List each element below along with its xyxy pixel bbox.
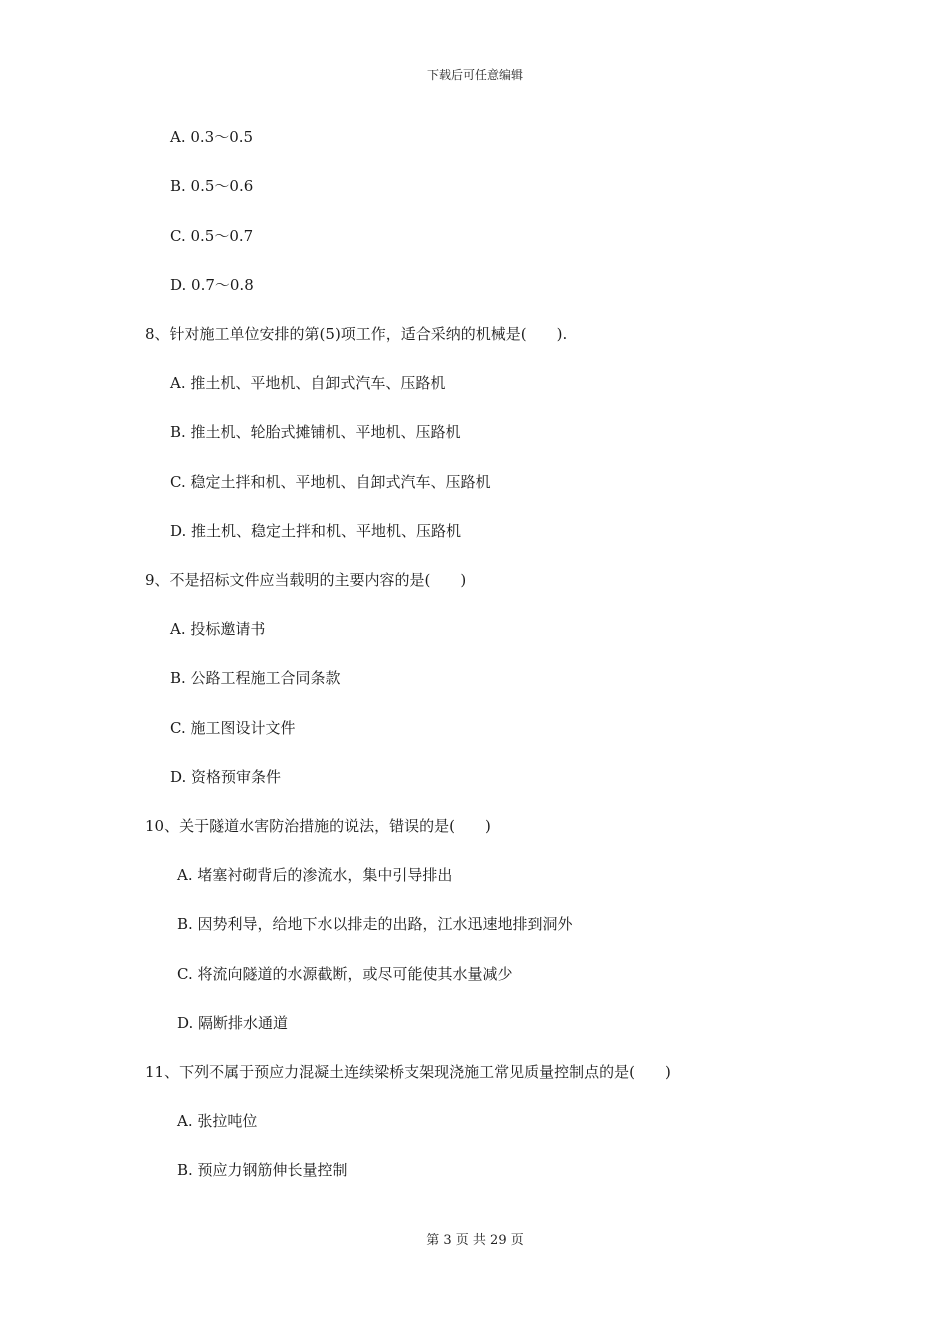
q7-option-c: C. 0.5～0.7	[170, 227, 254, 245]
q9-stem: 9、不是招标文件应当载明的主要内容的是( )	[145, 571, 467, 589]
page-header: 下载后可任意编辑	[426, 68, 523, 82]
q11-option-a: A. 张拉吨位	[177, 1112, 258, 1130]
q7-option-d: D. 0.7～0.8	[170, 276, 254, 294]
q8-option-b: B. 推土机、轮胎式摊铺机、平地机、压路机	[170, 423, 461, 441]
q8-option-a: A. 推土机、平地机、自卸式汽车、压路机	[170, 374, 446, 392]
q11-stem: 11、下列不属于预应力混凝土连续梁桥支架现浇施工常见质量控制点的是( )	[145, 1063, 671, 1081]
q10-option-a: A. 堵塞衬砌背后的渗流水，集中引导排出	[177, 866, 453, 884]
q9-option-c: C. 施工图设计文件	[170, 719, 296, 737]
page-footer: 第 3 页 共 29 页	[426, 1233, 524, 1248]
q9-option-b: B. 公路工程施工合同条款	[170, 669, 341, 687]
q8-option-d: D. 推土机、稳定土拌和机、平地机、压路机	[170, 522, 462, 540]
q7-option-a: A. 0.3～0.5	[170, 128, 254, 146]
q9-option-d: D. 资格预审条件	[170, 768, 282, 786]
q9-option-a: A. 投标邀请书	[170, 620, 266, 638]
q7-option-b: B. 0.5～0.6	[170, 177, 254, 195]
q8-option-c: C. 稳定土拌和机、平地机、自卸式汽车、压路机	[170, 473, 491, 491]
q11-option-b: B. 预应力钢筋伸长量控制	[177, 1161, 348, 1179]
q10-option-d: D. 隔断排水通道	[177, 1014, 289, 1032]
q10-stem: 10、关于隧道水害防治措施的说法，错误的是( )	[145, 817, 491, 835]
q10-option-c: C. 将流向隧道的水源截断，或尽可能使其水量减少	[177, 965, 513, 983]
q8-stem: 8、针对施工单位安排的第(5)项工作，适合采纳的机械是( ).	[145, 325, 568, 343]
q10-option-b: B. 因势利导，给地下水以排走的出路，江水迅速地排到洞外	[177, 915, 573, 933]
